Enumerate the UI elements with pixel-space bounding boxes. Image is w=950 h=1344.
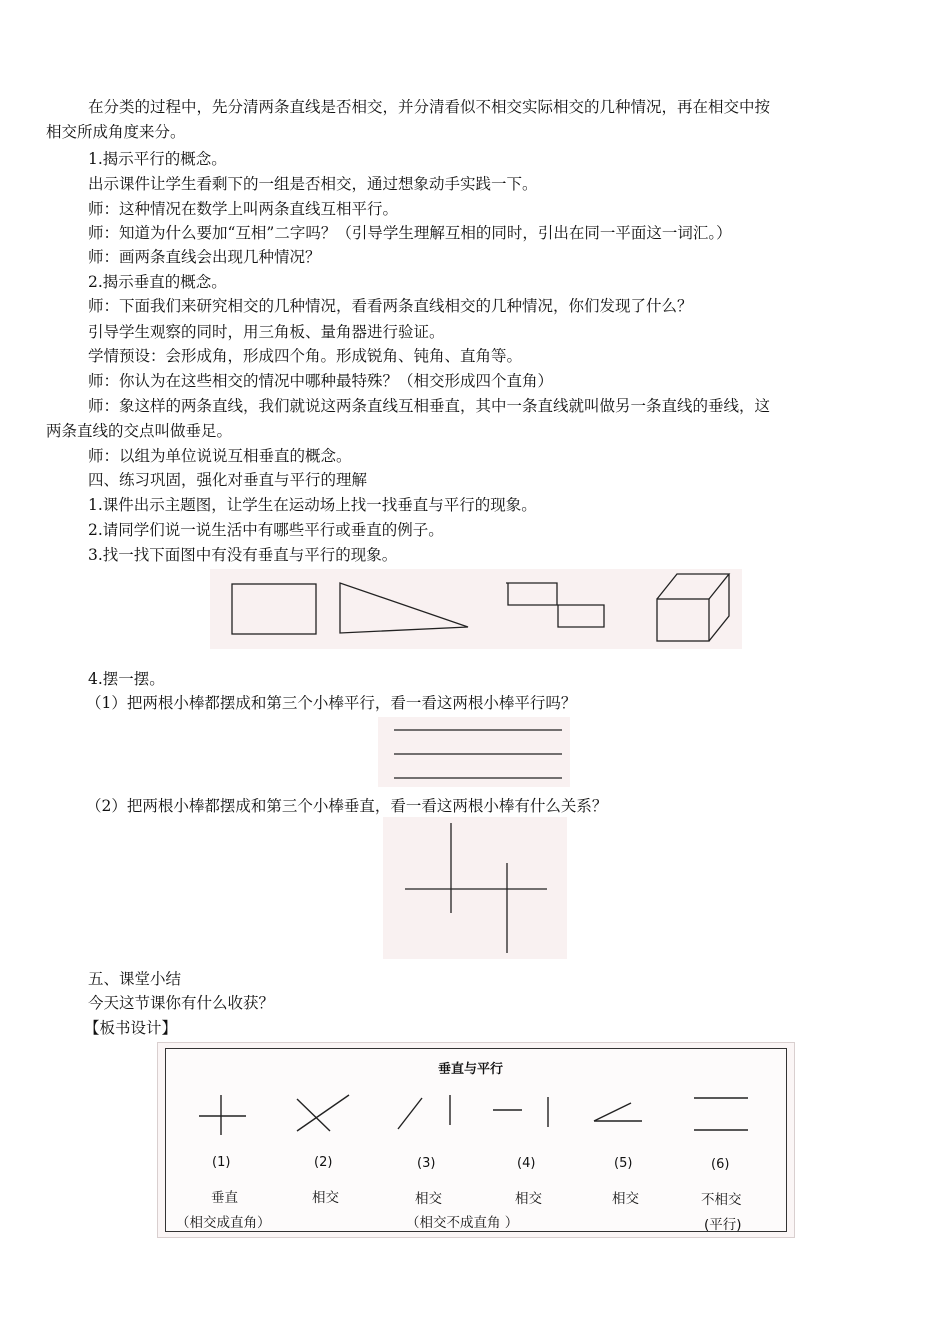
paragraph-line: 师：知道为什么要加“互相”二字吗？（引导学生理解互相的同时，引出在同一平面这一词汇。） <box>88 224 732 242</box>
board-label: 垂直 <box>211 1190 238 1206</box>
paragraph-line: 3.找一找下面图中有没有垂直与平行的现象。 <box>88 546 398 564</box>
paragraph-line: 学情预设：会形成角，形成四个角。形成锐角、钝角、直角等。 <box>88 347 523 365</box>
board-label: 不相交 <box>701 1192 742 1208</box>
board-title: 垂直与平行 <box>438 1062 504 1077</box>
paragraph-line: 相交所成角度来分。 <box>46 123 186 141</box>
paragraph-line: 在分类的过程中，先分清两条直线是否相交，并分清看似不相交实际相交的几种情况，再在相交中按 <box>88 98 771 116</box>
section-heading: 四、练习巩固，强化对垂直与平行的理解 <box>88 471 368 489</box>
paragraph-line: 两条直线的交点叫做垂足。 <box>46 422 233 440</box>
paragraph-line: 出示课件让学生看剩下的一组是否相交，通过想象动手实践一下。 <box>88 175 538 193</box>
board-label: 相交 <box>312 1190 339 1206</box>
board-diagrams <box>166 1049 786 1231</box>
shapes-figure <box>210 569 742 649</box>
board-group-label: （相交成直角） <box>176 1215 271 1231</box>
paragraph-line: （2）把两根小棒都摆成和第三个小棒垂直，看一看这两根小棒有什么关系？ <box>86 797 608 815</box>
crossing-diagram <box>297 1095 349 1131</box>
paragraph-line: 师：你认为在这些相交的情况中哪种最特殊？（相交形成四个直角） <box>88 372 554 390</box>
board-number: (6) <box>711 1157 730 1172</box>
section-heading: 2.揭示垂直的概念。 <box>88 273 227 291</box>
board-label: 相交 <box>612 1191 639 1207</box>
section-heading: 1.揭示平行的概念。 <box>88 150 227 168</box>
paragraph-line: 今天这节课你有什么收获？ <box>88 994 275 1012</box>
board-number: (4) <box>517 1156 536 1171</box>
board-group-label: (平行) <box>704 1217 742 1233</box>
paragraph-line: 师：下面我们来研究相交的几种情况，看看两条直线相交的几种情况，你们发现了什么？ <box>88 297 693 315</box>
non-touching-diagram-4 <box>493 1097 548 1127</box>
board-frame <box>165 1048 787 1232</box>
paragraph-line: （1）把两根小棒都摆成和第三个小棒平行，看一看这两根小棒平行吗？ <box>86 694 577 712</box>
perpendicular-diagram <box>199 1095 246 1135</box>
section-heading: 五、课堂小结 <box>88 970 182 988</box>
board-group-label: （相交不成直角 ） <box>406 1215 519 1231</box>
angle-diagram <box>594 1103 642 1121</box>
paragraph-line: 引导学生观察的同时，用三角板、量角器进行验证。 <box>88 323 445 341</box>
paragraph-line: 师：象这样的两条直线，我们就说这两条直线互相垂直，其中一条直线就叫做另一条直线的垂线，这 <box>88 397 771 415</box>
section-heading: 【板书设计】 <box>84 1019 178 1037</box>
paragraph-line: 师：这种情况在数学上叫两条直线互相平行。 <box>88 200 399 218</box>
non-touching-diagram-3 <box>398 1095 450 1129</box>
parallel-sticks-figure <box>378 717 570 787</box>
board-number: (5) <box>614 1156 633 1171</box>
section-heading: 4.摆一摆。 <box>88 670 165 688</box>
paragraph-line: 2.请同学们说一说生活中有哪些平行或垂直的例子。 <box>88 521 444 539</box>
board-number: (3) <box>417 1156 436 1171</box>
board-label: 相交 <box>515 1191 542 1207</box>
board-design <box>157 1042 795 1238</box>
parallel-diagram <box>694 1098 748 1130</box>
paragraph-line: 师：以组为单位说说互相垂直的概念。 <box>88 447 352 465</box>
board-label: 相交 <box>415 1191 442 1207</box>
board-number: (1) <box>212 1155 231 1170</box>
paragraph-line: 师：画两条直线会出现几种情况？ <box>88 248 321 266</box>
paragraph-line: 1.课件出示主题图，让学生在运动场上找一找垂直与平行的现象。 <box>88 496 537 514</box>
board-number: (2) <box>314 1155 333 1170</box>
perpendicular-sticks-figure <box>383 817 567 959</box>
